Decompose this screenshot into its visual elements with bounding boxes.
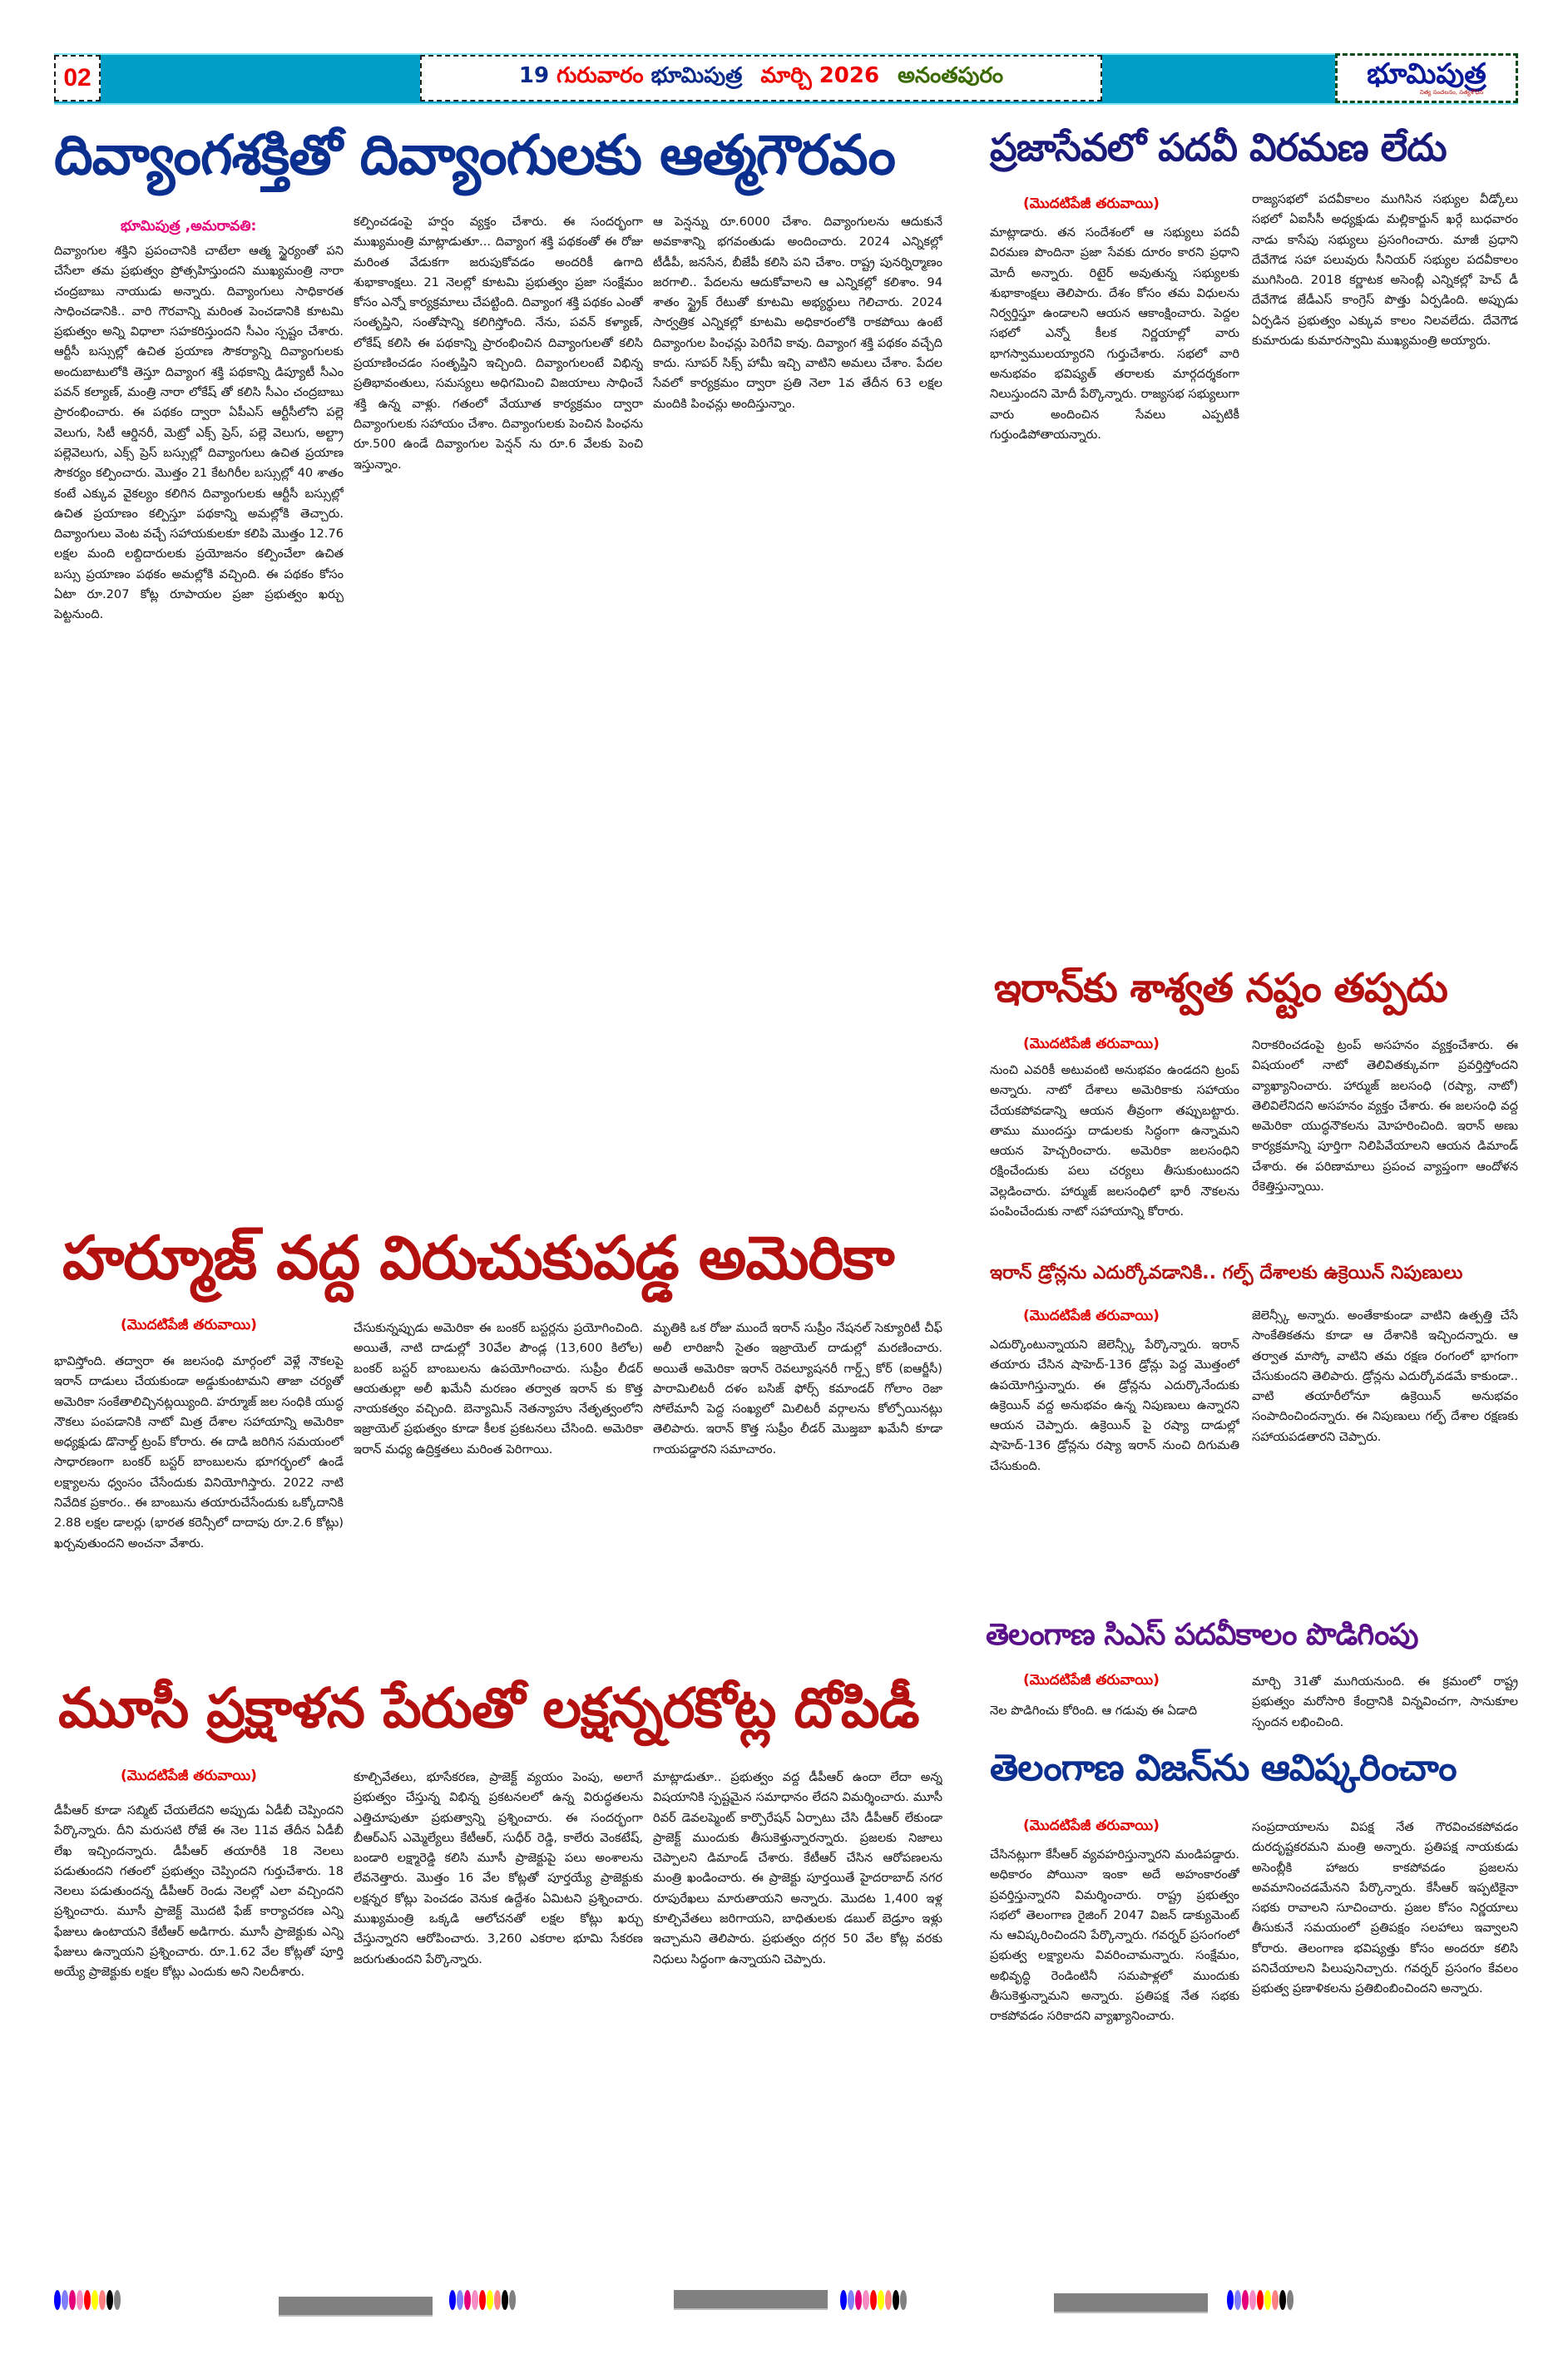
- headline-prajaseva: ప్రజాసేవలో పదవీ విరమణ లేదు: [990, 125, 1447, 170]
- article-column: జెలెన్స్కీ అన్నారు. అంతేకాకుండా వాటిని ఉత్పత్తి చేసే సాంకేతికతను కూడా ఆ దేశానికి ఇచ్చిందన్నారు. ఆ తర్వాత మాస్కో వాటిని తమ రక్షణ రంగంలో భాగంగా చేసుకుందని తెలిపారు. డ్రోన్లను ఎదుర్కోవడమే కాకుండా.. వాటి తయారీలోనూ ఉక్రెయిన్ అనుభవం సంపాదించిందన్నారు. ఈ నిపుణులు గల్ఫ్ దేశాల రక్షణకు సహాయపడతారని చెప్పారు.: [1252, 1308, 1518, 1444]
- continued-label: (మొదటిపేజీ తరువాయి): [121, 1768, 257, 1784]
- color-drop: [1287, 2290, 1293, 2310]
- color-drops: [1227, 2290, 1293, 2310]
- article-column: దివ్యాంగుల శక్తిని ప్రపంచానికి చాటేలా ఆత్మ స్థైర్యంతో పని చేసేలా తమ ప్రభుత్వం ప్రోత్సహిస్తుందని ముఖ్యమంత్రి నారా చంద్రబాబు నాయుడు అన్నారు. దివ్యాంగులు సాధికారత సాధించడానికి.. వారి గౌరవాన్ని మరింత పెంచడానికి కూటమి ప్రభుత్వం అన్ని విధాలా సహకరిస్తుందని సీఎం స్పష్టం చేశారు. ఆర్టీసీ బస్సుల్లో ఉచిత ప్రయాణ సౌకర్యాన్ని దివ్యాంగులకు అందుబాటులోకి తెస్తూ దివ్యాంగ శక్తి పథకాన్ని డిప్యూటీ సీఎం పవన్ కల్యాణ్, మంత్రి నారా లోకేష్ తో కలిసి సీఎం చంద్రబాబు ప్రారంభించారు. ఈ పథకం ద్వారా ఏపీఎస్ ఆర్టీసీలోని పల్లె వెలుగు, సిటీ ఆర్డినరీ, మెట్రో ఎక్స్ ప్రెస్, పల్లె వెలుగు, అల్ట్రా పల్లెవెలుగు, ఎక్స్ ప్రెస్ బస్సుల్లో దివ్యాంగులు ఉచిత ప్రయాణ సౌకర్యం కల్పించారు. మొత్తం 21 కేటగిరీల బస్సుల్లో 40 శాతం కంటే ఎక్కువ వైకల్యం కలిగిన దివ్యాంగులకు ఆర్టీసీ బస్సుల్లో ఉచిత ప్రయాణం కల్పిస్తూ పథకాన్ని అమల్లోకి తెచ్చారు. దివ్యాంగులు వెంట వచ్చే సహాయకులకూ కలిపి మొత్తం 12.76 లక్షల మంది లబ్దిదారులకు ప్రయోజనం కల్పించేలా ఉచిత బస్సు ప్రయాణం పథకం అమల్లోకి వచ్చింది. ఈ పథకం కోసం ఏటా రూ.207 కోట్ల రూపాయల ప్రజా ప్రభుత్వం ఖర్చు పెట్టనుంది.: [54, 244, 344, 622]
- gray-bar: [674, 2290, 828, 2310]
- color-drop: [487, 2290, 493, 2310]
- dateline: భూమిపుత్ర ,అమరావతి:: [121, 218, 257, 235]
- color-drop: [62, 2290, 68, 2310]
- article-column: చేసుకున్నప్పుడు అమెరికా ఈ బంకర్ బస్టర్లను ప్రయోగించింది. అయితే, నాటి దాడుల్లో 30వేల పౌండ్ల (13,600 కిలోల) బంకర్ బస్టర్ బాంబులను ఉపయోగించారు. సుప్రీం లీడర్ ఆయతుల్లా అలీ ఖమేనీ మరణం తర్వాత ఇరాన్ కు కొత్త నాయకత్వం వచ్చింది. బెన్యామిన్ నెతన్యాహు నేతృత్వంలోని ఇజ్రాయెల్ ప్రభుత్వం కూడా కీలక ప్రకటనలు చేసింది. అమెరికా ఇరాన్ మధ్య ఉద్రిక్తతలు మరింత పెరిగాయి.: [354, 1321, 643, 1457]
- date-box: [420, 55, 1102, 101]
- color-drop: [464, 2290, 471, 2310]
- color-drop: [479, 2290, 486, 2310]
- color-drop: [1249, 2290, 1256, 2310]
- color-drop: [1264, 2290, 1271, 2310]
- article-column: డీపీఆర్ కూడా సబ్మిట్ చేయలేదని అప్పుడు ఏడీబీ చెప్పిందని పేర్కొన్నారు. దీని మరుసటి రోజే ఈ నెల 11వ తేదీన ఏడీబీ లేఖ ఇచ్చిందన్నారు. డీపీఆర్ తయారీకి 18 నెలలు పడుతుందని గతంలో ప్రభుత్వం చెప్పిందని గుర్తుచేశారు. 18 నెలలు పడుతుందన్న డీపీఆర్ రెండు నెలల్లో ఎలా వచ్చిందని ప్రశ్నించారు. మూసీ ప్రాజెక్ట్ మొదటి ఫేజ్ కార్యాచరణ ఎన్ని ఫేజులు ఉంటాయని కేటీఆర్ అడిగారు. మూసీ ప్రాజెక్టుకు ఎన్ని ఫేజులు ఉన్నాయని ప్రశ్నించారు. రూ.1.62 వేల కోట్లతో పూర్తి అయ్యే ప్రాజెక్టుకు లక్షల కోట్లు ఎందుకు అని నిలదీశారు.: [54, 1803, 344, 1980]
- article-column: భావిస్తోంది. తద్వారా ఈ జలసంధి మార్గంలో వెళ్లే నౌకలపై ఇరాన్ దాడులు చేయకుండా అడ్డుకుంటామని తాజా చర్యతో అమెరికా సంకేతాలిచ్చినట్లయ్యింది. హర్మూజ్ జల సంధికి యుద్ధ నౌకలు పంపడానికి నాటో మిత్ర దేశాల సహాయాన్ని అమెరికా అధ్యక్షుడు డొనాల్డ్ ట్రంప్ కోరారు. ఈ దాడి జరిగిన సమయంలో సాధారణంగా బంకర్ బస్టర్ బాంబులను భూగర్భంలో ఉండే లక్ష్యాలను ధ్వంసం చేసేందుకు వినియోగిస్తారు. 2022 నాటి నివేదిక ప్రకారం.. ఈ బాంబును తయారుచేసేందుకు ఒక్కోదానికి 2.88 లక్షల డాలర్లు (భారత కరెన్సీలో దాదాపు రూ.2.6 కోట్లు) ఖర్చవుతుందని అంచనా వేశారు.: [54, 1354, 344, 1551]
- headline-hormuz: హర్మూజ్ వద్ద విరుచుకుపడ్డ అమెరికా: [62, 1223, 894, 1293]
- article-column: మాట్లాడుతూ.. ప్రభుత్వం వద్ద డీపీఆర్ ఉందా లేదా అన్న విషయానికి స్పష్టమైన సమాధానం లేదని విమర్శించారు. మూసీ రివర్ డెవలప్మెంట్ కార్పొరేషన్ ఏర్పాటు చేసి డీపీఆర్ లేకుండా ప్రాజెక్ట్ ముందుకు తీసుకెళ్తున్నారన్నారు. ప్రజలకు నిజాలు చెప్పాలని డిమాండ్ చేశారు. కేటీఆర్ చేసిన ఆరోపణలను మంత్రి ఖండించారు. ఈ ప్రాజెక్టు పూర్తయితే హైదరాబాద్ నగర రూపురేఖలు మారుతాయని అన్నారు. మొదట 1,400 ఇళ్ల కూల్చివేతలు జరిగాయని, బాధితులకు డబుల్ బెడ్రూం ఇళ్లు ఇచ్చామని తెలిపారు. ప్రభుత్వం దగ్గర 50 వేల కోట్ల వరకు నిధులు సిద్ధంగా ఉన్నాయని చెప్పారు.: [653, 1770, 942, 1966]
- continued-label: (మొదటిపేజీ తరువాయి): [121, 1317, 257, 1333]
- color-drop: [1272, 2290, 1279, 2310]
- article-column: మృతికి ఒక రోజు ముందే ఇరాన్ సుప్రీం నేషనల్ సెక్యూరిటీ చీఫ్ అలీ లారిజానీ సైతం ఇజ్రాయెల్ దాడుల్లో మరణించారు. అయితే అమెరికా ఇరాన్ రెవల్యూషనరీ గార్డ్స్ కోర్ (ఐఆర్జీసీ) పారామిలిటరీ దళం బసిజ్ ఫోర్స్ కమాండర్ గోలాం రెజా సోలేమానీ పెద్ద సంఖ్యలో మిలిటరీ వర్గాలను కోల్పోయినట్లు తెలిపారు. ఇరాన్ కొత్త సుప్రీం లీడర్ మొజ్తబా ఖమేనీ కూడా గాయపడ్డారని సమాచారం.: [653, 1321, 942, 1457]
- color-drop: [54, 2290, 61, 2310]
- color-drop: [457, 2290, 463, 2310]
- article-column: సంప్రదాయాలను విపక్ష నేత గౌరవించకపోవడం దురదృష్టకరమని మంత్రి అన్నారు. ప్రతిపక్ష నాయకుడు అసెంబ్లీకి హాజరు కాకపోవడం ప్రజలను అవమానించడమేనని పేర్కొన్నారు. కేసీఆర్ ఇప్పటికైనా సభకు రావాలని సూచించారు. ప్రజల కోసం నిర్ణయాలు తీసుకునే సమయంలో ప్రతిపక్షం సలహాలు ఇవ్వాలని కోరారు. తెలంగాణ భవిష్యత్తు కోసం అందరూ కలిసి పనిచేయాలని పిలుపునిచ్చారు. గవర్నర్ ప్రసంగం కేవలం ప్రభుత్వ ప్రణాళికలను ప్రతిబింబించిందని అన్నారు.: [1252, 1820, 1518, 1996]
- color-drop: [114, 2290, 121, 2310]
- color-drop: [1234, 2290, 1241, 2310]
- color-drop: [502, 2290, 508, 2310]
- weekday: గురువారం: [556, 63, 644, 88]
- edition: అనంతపురం: [898, 63, 1004, 88]
- article-column: నిరాకరించడంపై ట్రంప్ అసహనం వ్యక్తంచేశారు. ఈ విషయంలో నాటో తెలివితక్కువగా ప్రవర్తిస్తోందని వ్యాఖ్యానించారు. హార్ముజ్ జలసంధి (రష్యా, నాటో) తెలివిలేనిదని అసహనం వ్యక్తం చేశారు. ఈ జలసంధి వద్ద అమెరికా యుద్ధనౌకలను మోహరించింది. ఇరాన్ అణు కార్యక్రమాన్ని పూర్తిగా నిలిపివేయాలని ఆయన డిమాండ్ చేశారు. ఈ పరిణామాలు ప్రపంచ వ్యాప్తంగా ఆందోళన రేకెత్తిస్తున్నాయి.: [1252, 1038, 1518, 1194]
- headline-divyanga: దివ్యాంగశక్తితో దివ్యాంగులకు ఆత్మగౌరవం: [54, 123, 895, 187]
- headline-musi: మూసీ ప్రక్షాళన పేరుతో లక్షన్నరకోట్ల దోపిడీ: [58, 1676, 919, 1740]
- color-drop: [893, 2290, 899, 2310]
- color-drop: [900, 2290, 907, 2310]
- page-number: 02: [54, 55, 101, 101]
- color-drop: [840, 2290, 847, 2310]
- logo-tagline: నిత్య సంచలనం, సత్యశోధన: [1419, 89, 1484, 96]
- article-column: మార్చి 31తో ముగియనుంది. ఈ క్రమంలో రాష్ట్ర ప్రభుత్వం మరోసారి కేంద్రానికి విన్నవించగా, సానుకూల స్పందన లభించింది.: [1252, 1674, 1518, 1729]
- headline-telangana-cs: తెలంగాణ సిఎస్ పదవీకాలం పొడిగింపు: [986, 1618, 1418, 1652]
- month-year: మార్చి 2026: [760, 63, 880, 88]
- article-column: చేసినట్లుగా కేసీఆర్ వ్యవహరిస్తున్నారని మండిపడ్డారు. అధికారం పోయినా ఇంకా అదే అహంకారంతో ప్రవర్తిస్తున్నారని విమర్శించారు. రాష్ట్ర ప్రభుత్వం సభలో తెలంగాణ రైజింగ్ 2047 విజన్ డాక్యుమెంట్ ను ఆవిష్కరించిందని పేర్కొన్నారు. గవర్నర్ ప్రసంగంలో ప్రభుత్వ లక్ష్యాలను వివరించామన్నారు. సంక్షేమం, అభివృద్ధి రెండింటినీ సమపాళ్లలో ముందుకు తీసుకెళ్తున్నామని అన్నారు. ప్రతిపక్ష నేత సభకు రాకపోవడం సరికాదని వ్యాఖ్యానించారు.: [990, 1847, 1239, 2024]
- article-column: కూల్చివేతలు, భూసేకరణ, ప్రాజెక్ట్ వ్యయం పెంపు, అలాగే ప్రభుత్వం చేస్తున్న విభిన్న ప్రకటనలలో ఉన్న విరుద్ధతలను ఎత్తిచూపుతూ ప్రభుత్వాన్ని ప్రశ్నించారు. ఈ సందర్భంగా బీఆర్ఎస్ ఎమ్మెల్యేలు కేటీఆర్, సుధీర్ రెడ్డి, కాలేరు వెంకటేష్, బండారి లక్ష్మారెడ్డి కలిసి మూసీ ప్రాజెక్టుపై పలు అంశాలను లేవనెత్తారు. మొత్తం 16 వేల కోట్లతో పూర్తయ్యే ప్రాజెక్టుకు లక్షన్నర కోట్లు పెంచడం వెనుక ఉద్దేశం ఏమిటని ప్రశ్నించారు. ముఖ్యమంత్రి ఒక్కడి ఆలోచనతో లక్షల కోట్లు ఖర్చు చేస్తున్నారని ఆరోపించారు. 3,260 ఎకరాల భూమి సేకరణ జరుగుతుందని పేర్కొన్నారు.: [354, 1770, 643, 1966]
- gray-bar: [1054, 2293, 1208, 2313]
- color-drop: [870, 2290, 877, 2310]
- article-column: మాట్లాడారు. తన సందేశంలో ఆ సభ్యులు పదవీ విరమణ పొందినా ప్రజా సేవకు దూరం కారని ప్రధాని మోదీ అన్నారు. రిటైర్ అవుతున్న సభ్యులకు శుభాకాంక్షలు తెలిపారు. దేశం కోసం తమ విధులను నిర్వర్తిస్తూ ఉండాలని ఆయన ఆకాంక్షించారు. పెద్దల సభలో ఎన్నో కీలక నిర్ణయాల్లో వారు భాగస్వాములయ్యారని గుర్తుచేశారు. సభలో వారి అనుభవం భవిష్యత్ తరాలకు మార్గదర్శకంగా నిలుస్తుందని మోదీ పేర్కొన్నారు. రాజ్యసభ సభ్యులుగా వారు అందించిన సేవలు ఎప్పటికీ గుర్తుండిపోతాయన్నారు.: [990, 225, 1239, 442]
- color-drop: [1279, 2290, 1286, 2310]
- color-drop: [885, 2290, 892, 2310]
- article-column: ఆ పెన్షన్ను రూ.6000 చేశాం. దివ్యాంగులను ఆదుకునే అవకాశాన్ని భగవంతుడు అందించారు. 2024 ఎన్నికల్లో టీడీపీ, జనసేన, బీజేపీ కలిసి పని చేశాం. రాష్ట్ర పునర్నిర్మాణం జరగాలి.. పేదలను ఆదుకోవాలని ఆ ఎన్నికల్లో కలిశాం. 94 శాతం స్ట్రైక్ రేటుతో కూటమి అభ్యర్థులు గెలిచారు. 2024 సార్వత్రిక ఎన్నికల్లో కూటమి అధికారంలోకి రాకపోయి ఉంటే దివ్యాంగుల పింఛన్లు పెరిగేవి కావు. దివ్యాంగ శక్తి పథకం వచ్చేది కాదు. సూపర్ సిక్స్ హామీ ఇచ్చి వాటిని అమలు చేశాం. పేదల సేవలో కార్యక్రమం ద్వారా ప్రతి నెలా 1వ తేదీన 63 లక్షల మందికి పింఛన్లు అందిస్తున్నాం.: [653, 215, 942, 411]
- logo: [1335, 53, 1518, 103]
- headline-iran-loss: ఇరాన్‌కు శాశ్వత నష్టం తప్పదు: [994, 965, 1447, 1011]
- color-drop: [1257, 2290, 1264, 2310]
- color-drop: [855, 2290, 862, 2310]
- color-drops: [54, 2290, 121, 2310]
- article-column: నెల పొడిగించు కోరింది. ఆ గడువు ఈ ఏడాది: [990, 1704, 1198, 1718]
- color-drop: [77, 2290, 83, 2310]
- color-drop: [878, 2290, 884, 2310]
- color-drop: [449, 2290, 456, 2310]
- gray-bar: [279, 2297, 433, 2317]
- color-drop: [509, 2290, 516, 2310]
- color-drop: [1227, 2290, 1234, 2310]
- color-drop: [99, 2290, 106, 2310]
- color-drop: [69, 2290, 76, 2310]
- continued-label: (మొదటిపేజీ తరువాయి): [1023, 195, 1160, 212]
- article-column: ఎదుర్కొంటున్నాయని జెలెన్స్కీ పేర్కొన్నారు. ఇరాన్ తయారు చేసిన షాహెద్-136 డ్రోన్లు పెద్ద మొత్తంలో ఉపయోగిస్తున్నారు. ఈ డ్రోన్లను ఎదుర్కొనేందుకు ఉక్రెయిన్ వద్ద అనుభవం ఉన్న నిపుణులు ఉన్నారని ఆయన చెప్పారు. ఉక్రెయిన్ పై రష్యా దాడుల్లో షాహెద్-136 డ్రోన్లను రష్యా ఇరాన్ నుంచి దిగుమతి చేసుకుంది.: [990, 1338, 1239, 1473]
- date-line: [519, 63, 742, 93]
- color-drop: [848, 2290, 854, 2310]
- article-column: రాజ్యసభలో పదవీకాలం ముగిసిన సభ్యుల వీడ్కోలు సభలో ఏఐసీసీ అధ్యక్షుడు మల్లికార్జున్ ఖర్గే బుధవారం నాడు కాసేపు సభ్యులు ప్రసంగించారు. మాజీ ప్రధాని దేవేగౌడ సహా పలువురు సీనియర్ సభ్యుల పదవీకాలం ముగిసింది. 2018 కర్ణాటక అసెంబ్లీ ఎన్నికల్లో హెచ్ డీ దేవేగౌడ జేడీఎస్ కాంగ్రెస్ పొత్తు ఏర్పడింది. అప్పుడు ఏర్పడిన ప్రభుత్వం ఎక్కువ కాలం నిలవలేదు. దేవెగౌడ కుమారుడు కుమారస్వామి ముఖ్యమంత్రి అయ్యారు.: [1252, 192, 1518, 349]
- continued-label: (మొదటిపేజీ తరువాయి): [1023, 1308, 1160, 1324]
- color-drop: [1242, 2290, 1249, 2310]
- color-drops: [840, 2290, 907, 2310]
- print-registration-marks: [54, 2290, 1518, 2323]
- paper-name: భూమిపుత్ర: [650, 63, 743, 88]
- color-drop: [92, 2290, 98, 2310]
- color-drops: [449, 2290, 516, 2310]
- color-drop: [472, 2290, 478, 2310]
- continued-label: (మొదటిపేజీ తరువాయి): [1023, 1672, 1160, 1689]
- logo-text: భూమిపుత్ర: [1367, 57, 1486, 91]
- date-day: 19: [518, 63, 550, 88]
- headline-drones: ఇరాన్ డ్రోన్లను ఎదుర్కోవడానికి.. గల్ఫ్ దేశాలకు ఉక్రెయిన్ నిపుణులు: [990, 1263, 1463, 1283]
- continued-label: (మొదటిపేజీ తరువాయి): [1023, 1818, 1160, 1834]
- continued-label: (మొదటిపేజీ తరువాయి): [1023, 1036, 1160, 1052]
- color-drop: [863, 2290, 869, 2310]
- color-drop: [106, 2290, 113, 2310]
- article-column: కల్పించడంపై హర్షం వ్యక్తం చేశారు. ఈ సందర్భంగా ముఖ్యమంత్రి మాట్లాడుతూ... దివ్యాంగ శక్తి పథకంతో ఈ రోజు మరింత వేడుకగా జరుపుకోవడం అందరికీ ఉగాది శుభాకాంక్షలు. 21 నెలల్లో కూటమి ప్రభుత్వం ప్రజా సంక్షేమం కోసం ఎన్నో కార్యక్రమాలు చేపట్టింది. దివ్యాంగ శక్తి పథకం ఎంతో సంతృప్తిని, సంతోషాన్ని కలిగిస్తోంది. నేను, పవన్ కళ్యాణ్, లోకేష్ కలిసి ఈ పథకాన్ని ప్రారంభించిన దివ్యాంగులతో కలిసి ప్రయాణించడం సంతృప్తిని ఇచ్చింది. దివ్యాంగులంటే విభిన్న ప్రతిభావంతులు, సమస్యలు అధిగమించి విజయాలు సాధించే శక్తి ఉన్న వాళ్లు. గతంలో వేయూత కార్యక్రమం ద్వారా దివ్యాంగులకు సహాయం చేశాం. దివ్యాంగులకు పెంచిన పింఛను రూ.500 ఉండే దివ్యాంగుల పెన్షన్ ను రూ.6 వేలకు పెంచి ఇస్తున్నాం.: [354, 215, 643, 472]
- masthead-bar: [54, 53, 1518, 105]
- article-column: నుంచి ఎవరికీ అటువంటి అనుభవం ఉండదని ట్రంప్ అన్నారు. నాటో దేశాలు అమెరికాకు సహాయం చేయకపోవడాన్ని ఆయన తీవ్రంగా తప్పుబట్టారు. తాము ముందస్తు దాడులకు సిద్ధంగా ఉన్నామని ఆయన హెచ్చరించారు. అమెరికా జలసంధిని రక్షించేందుకు పలు చర్యలు తీసుకుంటుందని వెల్లడించారు. హార్ముజ్ జలసంధిలో భారీ నౌకలను పంపించేందుకు నాటో సహాయాన్ని కోరారు.: [990, 1063, 1239, 1219]
- color-drop: [84, 2290, 91, 2310]
- headline-vision: తెలంగాణ విజన్‌ను ఆవిష్కరించాం: [990, 1747, 1457, 1789]
- color-drop: [494, 2290, 501, 2310]
